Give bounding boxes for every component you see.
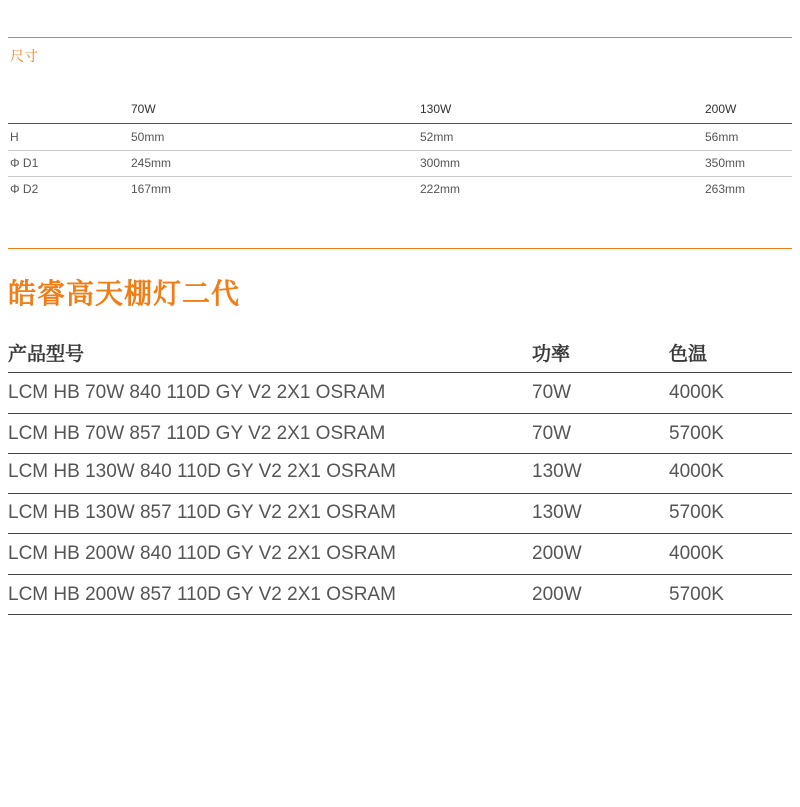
product-power: 130W xyxy=(532,502,582,523)
header-color-temp: 色温 xyxy=(669,344,708,365)
table-row xyxy=(0,575,800,615)
product-power: 70W xyxy=(532,382,572,403)
product-color-temp: 4000K xyxy=(669,461,724,482)
product-color-temp: 5700K xyxy=(669,502,724,523)
row-divider xyxy=(8,614,792,615)
table-row xyxy=(0,126,800,148)
table-cell: 52mm xyxy=(420,130,454,144)
product-model: LCM HB 130W 840 110D GY V2 2X1 OSRAM xyxy=(8,461,396,482)
product-model: LCM HB 200W 840 110D GY V2 2X1 OSRAM xyxy=(8,543,396,564)
product-power: 200W xyxy=(532,543,582,564)
table-cell: 245mm xyxy=(131,156,172,170)
table-row xyxy=(0,373,800,413)
dimensions-header-row xyxy=(0,98,800,120)
dimensions-header-cell: 200W xyxy=(705,102,737,116)
product-color-temp: 5700K xyxy=(669,584,724,605)
product-model: LCM HB 130W 857 110D GY V2 2X1 OSRAM xyxy=(8,502,396,523)
header-power: 功率 xyxy=(532,344,571,365)
table-cell: 350mm xyxy=(705,156,746,170)
table-cell: 50mm xyxy=(131,130,165,144)
product-model: LCM HB 70W 840 110D GY V2 2X1 OSRAM xyxy=(8,382,386,403)
dimensions-header-divider xyxy=(8,123,792,124)
product-color-temp: 4000K xyxy=(669,382,724,403)
table-row xyxy=(0,452,800,492)
product-model: LCM HB 200W 857 110D GY V2 2X1 OSRAM xyxy=(8,584,396,605)
product-power: 130W xyxy=(532,461,582,482)
table-row xyxy=(0,178,800,200)
row-divider xyxy=(8,150,792,151)
product-power: 200W xyxy=(532,584,582,605)
product-model: LCM HB 70W 857 110D GY V2 2X1 OSRAM xyxy=(8,423,386,444)
dimensions-header-cell: 130W xyxy=(420,102,452,116)
top-divider xyxy=(8,37,792,38)
dimension-name: Φ D2 xyxy=(10,182,39,196)
dimension-name: H xyxy=(10,130,19,144)
products-header-row xyxy=(0,335,800,375)
dimension-name: Φ D1 xyxy=(10,156,39,170)
header-model: 产品型号 xyxy=(8,344,85,365)
table-row xyxy=(0,414,800,454)
dimensions-header-cell: 70W xyxy=(131,102,156,116)
table-cell: 263mm xyxy=(705,182,746,196)
table-cell: 167mm xyxy=(131,182,172,196)
table-row xyxy=(0,534,800,574)
row-divider xyxy=(8,176,792,177)
dimensions-label: 尺寸 xyxy=(10,48,38,64)
product-power: 70W xyxy=(532,423,572,444)
product-title: 皓睿高天棚灯二代 xyxy=(8,278,241,309)
product-color-temp: 4000K xyxy=(669,543,724,564)
table-cell: 222mm xyxy=(420,182,461,196)
table-cell: 56mm xyxy=(705,130,739,144)
section-divider xyxy=(8,248,792,249)
table-row xyxy=(0,493,800,533)
table-cell: 300mm xyxy=(420,156,461,170)
product-color-temp: 5700K xyxy=(669,423,724,444)
table-row xyxy=(0,152,800,174)
